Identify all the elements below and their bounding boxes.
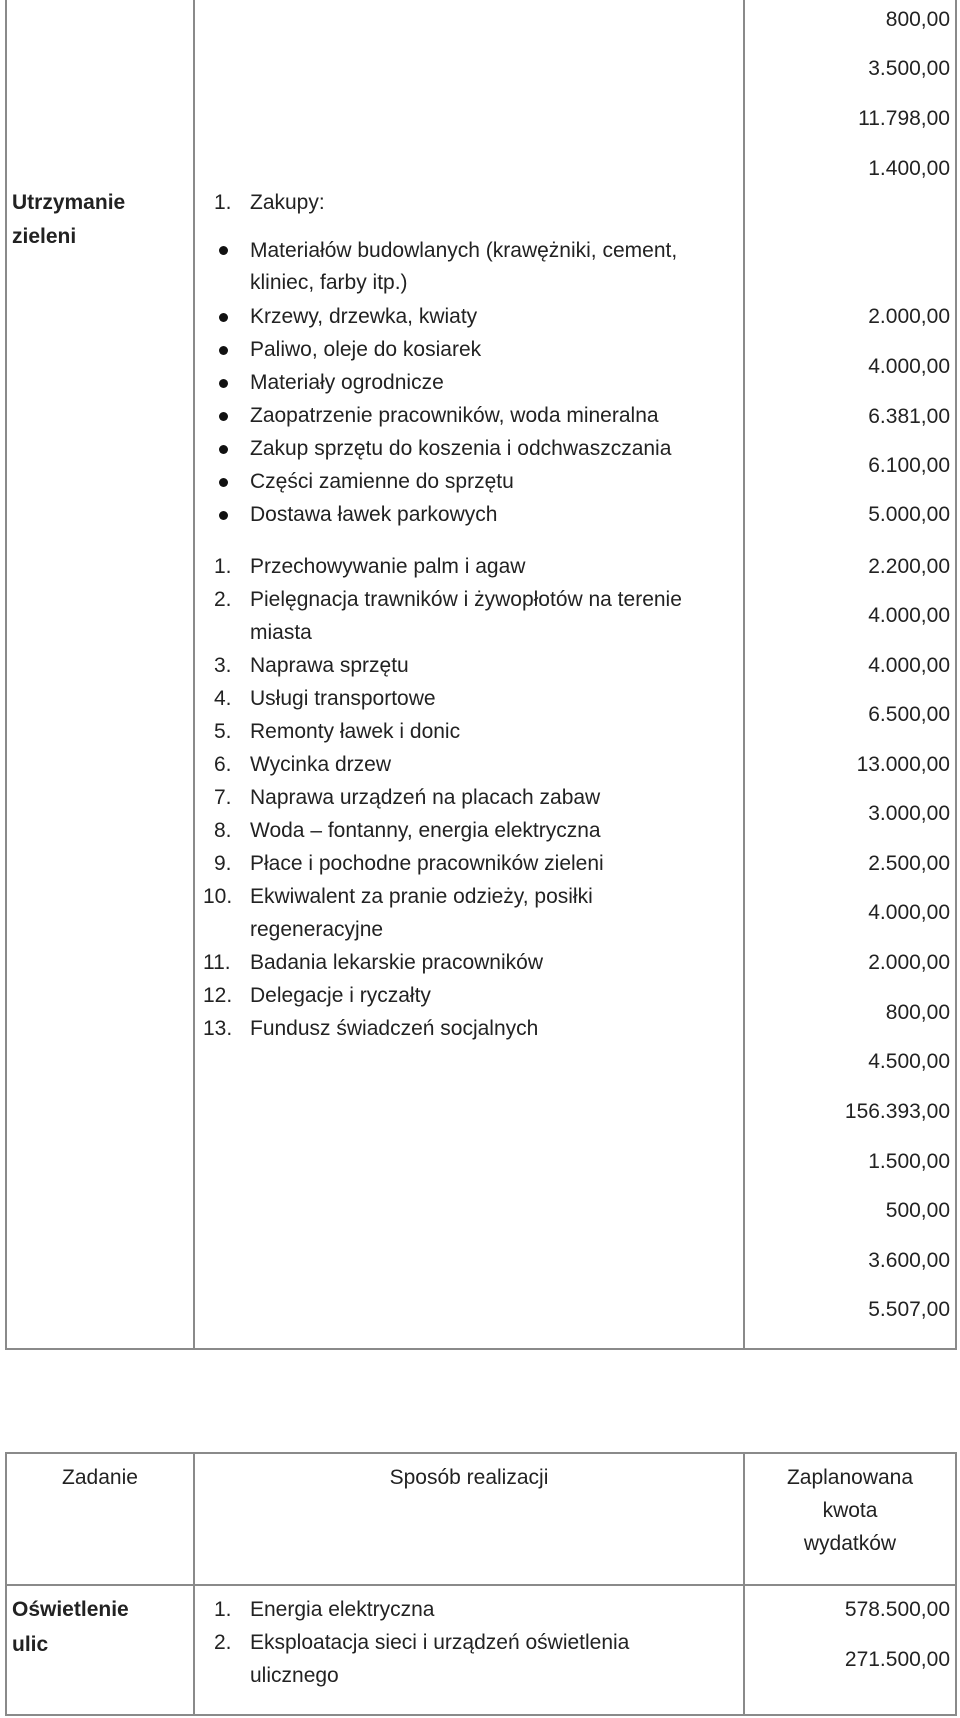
list-item: Fundusz świadczeń socjalnych [250, 1017, 539, 1040]
list-number: 3. [214, 654, 232, 677]
list-number: 6. [214, 753, 232, 776]
list-number: 5. [214, 720, 232, 743]
list-item: Krzewy, drzewka, kwiaty [250, 305, 478, 328]
amount-cell: 4.000,00 [868, 604, 950, 627]
list-number: 10. [203, 885, 233, 908]
table2-bottom-border [5, 1714, 957, 1716]
list-item: Badania lekarskie pracowników [250, 951, 543, 974]
list-number: 1. [214, 555, 232, 578]
amount-cell: 5.507,00 [868, 1298, 950, 1321]
amount-cell: 11.798,00 [858, 107, 950, 130]
bullet-icon [219, 346, 228, 355]
list-item: Materiały ogrodnicze [250, 371, 444, 394]
table1-bottom-border [5, 1348, 957, 1350]
amount-cell: 5.000,00 [868, 503, 950, 526]
list-item: Wycinka drzew [250, 753, 392, 776]
amount-cell: 2.000,00 [868, 305, 950, 328]
list-item: Naprawa urządzeń na placach zabaw [250, 786, 601, 809]
amount-cell: 800,00 [885, 8, 950, 31]
list-item: Delegacje i ryczałty [250, 984, 431, 1007]
table1-left-border [5, 0, 7, 1350]
bullet-icon [219, 478, 228, 487]
bullet-icon [219, 445, 228, 454]
amount-cell: 2.200,00 [868, 555, 950, 578]
list-item: Przechowywanie palm i agaw [250, 555, 526, 578]
list-item: miasta [250, 621, 312, 644]
amount-cell: 6.100,00 [868, 454, 950, 477]
amount-cell: 4.500,00 [868, 1050, 950, 1073]
amount-cell: 4.000,00 [868, 901, 950, 924]
list-item: kliniec, farby itp.) [250, 271, 408, 294]
list-item: Energia elektryczna [250, 1598, 435, 1621]
list-number: 4. [214, 687, 232, 710]
list-number: 9. [214, 852, 232, 875]
amount-cell: 4.000,00 [868, 654, 950, 677]
amount-cell: 3.500,00 [868, 57, 950, 80]
task-name: Oświetlenie [12, 1598, 129, 1621]
amount-cell: 6.500,00 [868, 703, 950, 726]
list-item: regeneracyjne [250, 918, 384, 941]
table1-right-border [955, 0, 957, 1350]
task-name: Utrzymanie [12, 191, 126, 214]
column-header-amount: kwota [822, 1499, 878, 1522]
amount-cell: 2.000,00 [868, 951, 950, 974]
purchases-header: Zakupy: [250, 191, 325, 214]
bullet-icon [219, 246, 228, 255]
list-number: 12. [203, 984, 233, 1007]
bullet-icon [219, 313, 228, 322]
list-item: Usługi transportowe [250, 687, 436, 710]
column-header-amount: wydatków [803, 1532, 897, 1555]
list-number: 1. [214, 1598, 232, 1621]
bullet-icon [219, 511, 228, 520]
list-number: 2. [214, 1631, 232, 1654]
list-item: Woda – fontanny, energia elektryczna [250, 819, 601, 842]
list-item: Ekwiwalent za pranie odzieży, posiłki [250, 885, 593, 908]
amount-cell: 156.393,00 [844, 1100, 950, 1123]
column-header-amount: Zaplanowana [786, 1466, 914, 1489]
list-number: 2. [214, 588, 232, 611]
list-number: 8. [214, 819, 232, 842]
bullet-icon [219, 379, 228, 388]
task-name: zieleni [12, 225, 77, 248]
column-header-task: Zadanie [62, 1466, 138, 1489]
amount-cell: 271.500,00 [844, 1648, 950, 1671]
list-number: 1. [214, 191, 232, 214]
list-item: ulicznego [250, 1664, 339, 1687]
list-item: Naprawa sprzętu [250, 654, 409, 677]
amount-cell: 6.381,00 [868, 405, 950, 428]
column-header-method: Sposób realizacji [389, 1466, 549, 1489]
amount-cell: 1.400,00 [868, 157, 950, 180]
amount-cell: 3.600,00 [868, 1249, 950, 1272]
amount-cell: 500,00 [885, 1199, 950, 1222]
task-name: ulic [12, 1633, 49, 1656]
list-item: Pielęgnacja trawników i żywopłotów na terenie [250, 588, 682, 611]
list-number: 13. [203, 1017, 233, 1040]
table2-right-border [955, 1452, 957, 1716]
table1-divider-2 [743, 0, 745, 1350]
list-item: Remonty ławek i donic [250, 720, 461, 743]
list-number: 7. [214, 786, 232, 809]
list-number: 11. [203, 951, 231, 974]
list-item: Części zamienne do sprzętu [250, 470, 514, 493]
bullet-icon [219, 412, 228, 421]
list-item: Zakup sprzętu do koszenia i odchwaszczania [250, 437, 672, 460]
list-item: Paliwo, oleje do kosiarek [250, 338, 482, 361]
amount-cell: 800,00 [885, 1001, 950, 1024]
amount-cell: 578.500,00 [844, 1598, 950, 1621]
table2-header-divider [5, 1584, 957, 1586]
table1-divider-1 [193, 0, 195, 1350]
list-item: Dostawa ławek parkowych [250, 503, 498, 526]
amount-cell: 2.500,00 [868, 852, 950, 875]
amount-cell: 13.000,00 [856, 753, 950, 776]
table2-top-border [5, 1452, 957, 1454]
amount-cell: 4.000,00 [868, 355, 950, 378]
list-item: Płace i pochodne pracowników zieleni [250, 852, 604, 875]
amount-cell: 3.000,00 [868, 802, 950, 825]
amount-cell: 1.500,00 [868, 1150, 950, 1173]
list-item: Eksploatacja sieci i urządzeń oświetlenia [250, 1631, 630, 1654]
list-item: Materiałów budowlanych (krawężniki, cement, [250, 239, 678, 262]
list-item: Zaopatrzenie pracowników, woda mineralna [250, 404, 659, 427]
